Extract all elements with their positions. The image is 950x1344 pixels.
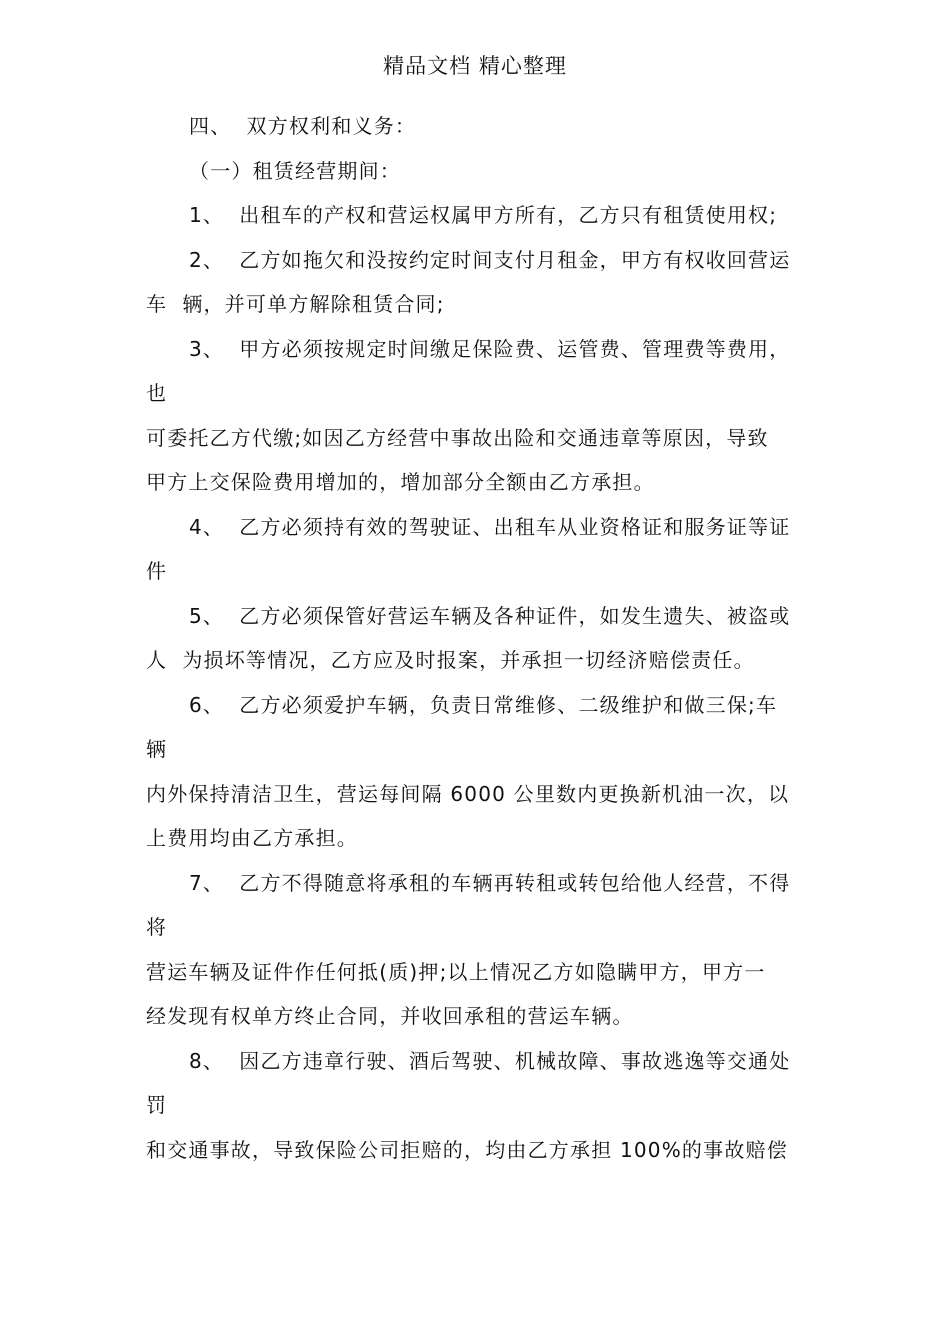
document-body — [146, 109, 826, 1177]
clause-7-line-4: 经发现有权单方终止合同，并收回承租的营运车辆。 — [146, 1004, 634, 1028]
clause-7-line-3: 营运车辆及证件作任何抵(质)押;以上情况乙方如隐瞒甲方，甲方一 — [146, 959, 766, 984]
section-heading: 四、 双方权利和义务： — [189, 114, 417, 138]
clause-6-line-1: 6、 乙方必须爱护车辆，负责日常维修、二级维护和做三保;车 — [189, 692, 778, 717]
clause-2-line-2: 车 辆，并可单方解除租赁合同; — [146, 292, 445, 316]
page-header: 精品文档 精心整理 — [383, 54, 567, 78]
clause-6-line-2: 辆 — [146, 737, 168, 761]
clause-3-line-4: 甲方上交保险费用增加的，增加部分全额由乙方承担。 — [146, 470, 655, 494]
clause-7-line-1: 7、 乙方不得随意将承租的车辆再转租或转包给他人经营，不得 — [189, 870, 791, 895]
clause-5-line-2: 人 为损坏等情况，乙方应及时报案，并承担一切经济赔偿责任。 — [146, 648, 755, 672]
subsection-heading: （一）租赁经营期间： — [189, 158, 401, 183]
clause-4-line-2: 件 — [146, 559, 168, 583]
clause-6-line-3: 内外保持清洁卫生，营运每间隔 6000 公里数内更换新机油一次，以 — [146, 781, 790, 806]
clause-3-line-2: 也 — [146, 381, 168, 405]
clause-1-line-1: 1、 出租车的产权和营运权属甲方所有，乙方只有租赁使用权; — [189, 203, 778, 227]
clause-3-line-1: 3、 甲方必须按规定时间缴足保险费、运管费、管理费等费用， — [189, 336, 791, 361]
clause-8-line-2: 罚 — [146, 1093, 168, 1117]
clause-5-line-1: 5、 乙方必须保管好营运车辆及各种证件，如发生遗失、被盗或 — [189, 603, 791, 628]
clause-7-line-2: 将 — [146, 915, 168, 939]
clause-2-line-1: 2、 乙方如拖欠和没按约定时间支付月租金，甲方有权收回营运 — [189, 247, 791, 272]
clause-8-line-3: 和交通事故，导致保险公司拒赔的，均由乙方承担 100%的事故赔偿 — [146, 1137, 788, 1162]
clause-8-line-1: 8、 因乙方违章行驶、酒后驾驶、机械故障、事故逃逸等交通处 — [189, 1048, 791, 1073]
clause-4-line-1: 4、 乙方必须持有效的驾驶证、出租车从业资格证和服务证等证 — [189, 514, 791, 539]
clause-3-line-3: 可委托乙方代缴;如因乙方经营中事故出险和交通违章等原因，导致 — [146, 425, 769, 450]
clause-6-line-4: 上费用均由乙方承担。 — [146, 826, 358, 850]
